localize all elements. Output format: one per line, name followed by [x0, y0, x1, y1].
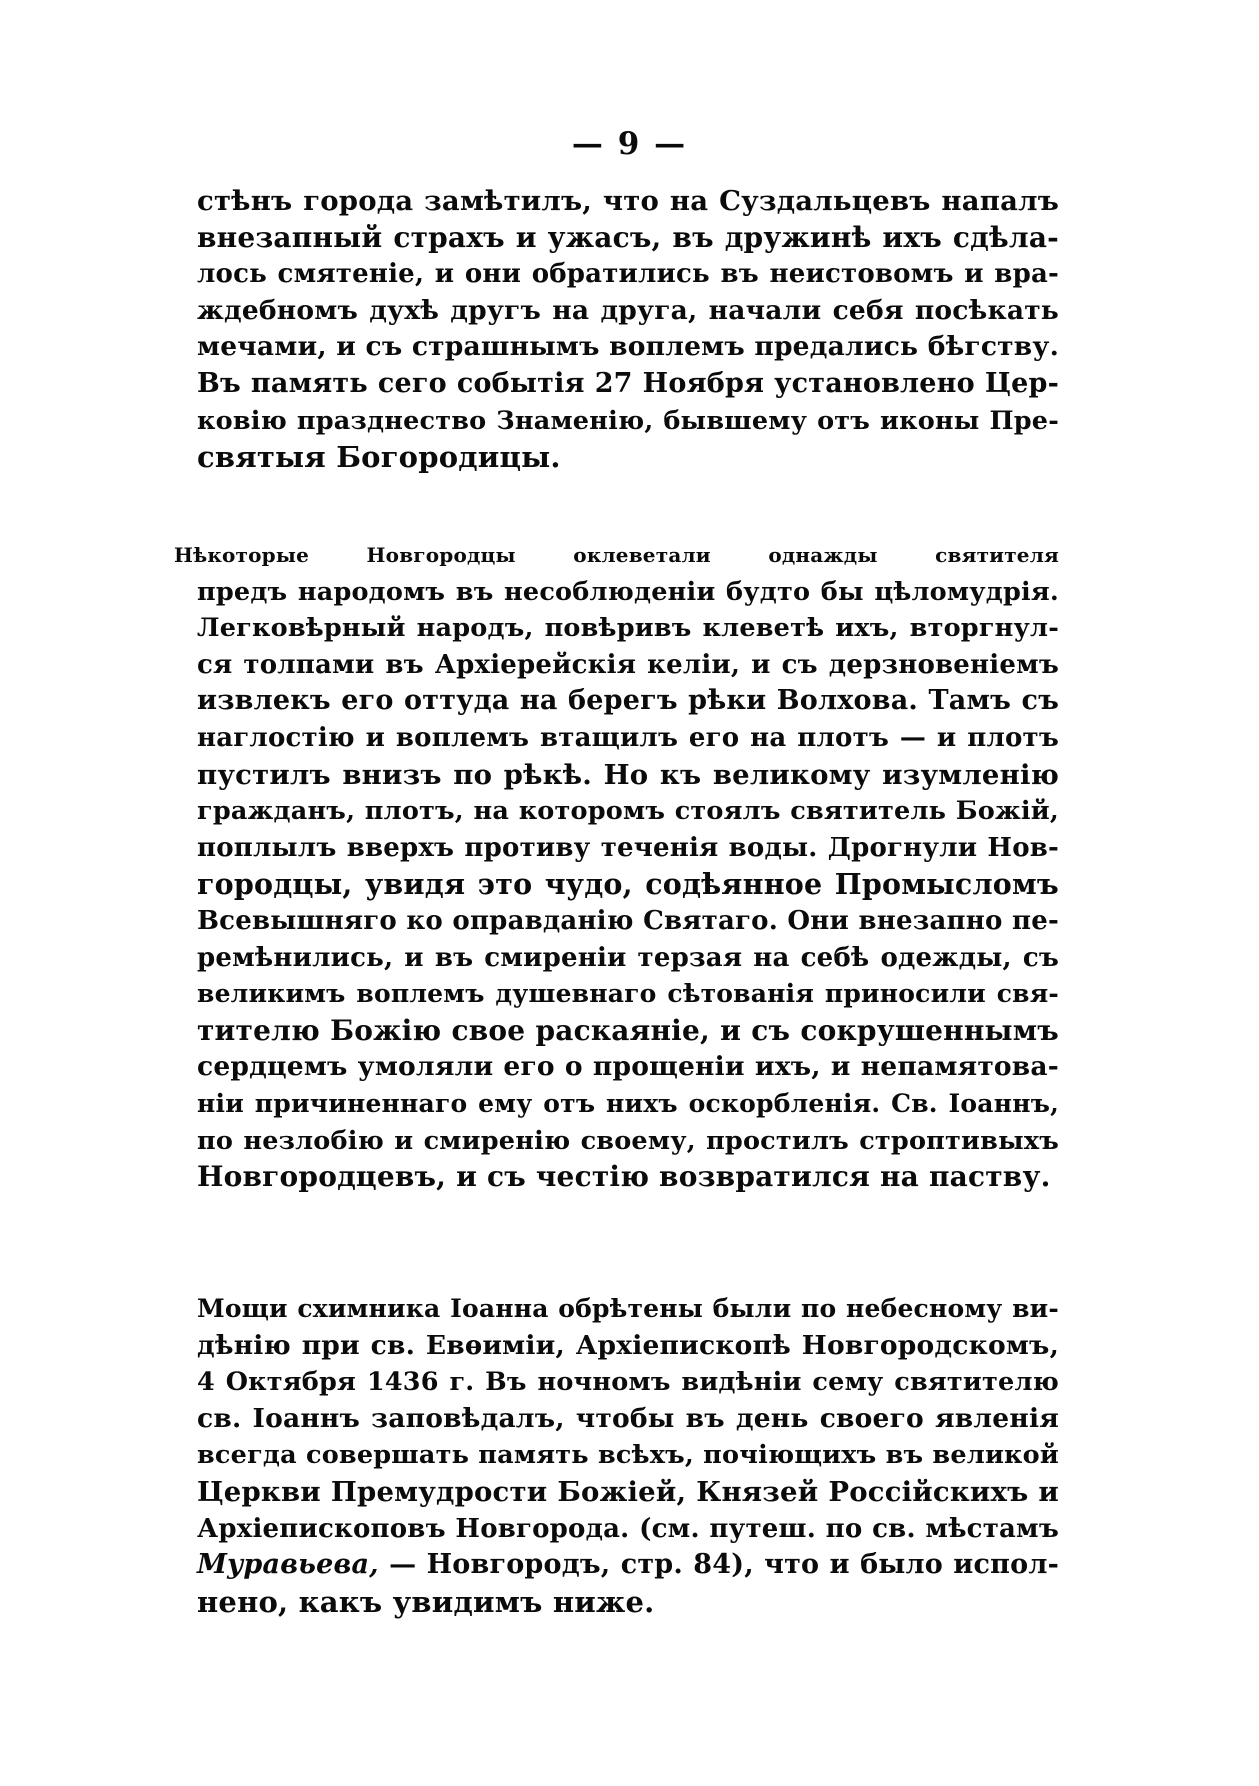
text-line: святыя Богородицы.: [197, 440, 561, 475]
text-line: предъ народомъ въ несоблюденіи будто бы цѣломудрія.: [197, 576, 1059, 607]
text-line: стѣнъ города замѣтилъ, что на Суздальцевъ напалъ: [197, 185, 1059, 217]
page-number: — 9 —: [571, 126, 688, 162]
text-line: Церкви Премудрости Божіей, Князей Россійскихъ и: [197, 1475, 1059, 1508]
text-line: св. Іоаннъ заповѣдалъ, чтобы въ день своего явленія: [197, 1402, 1059, 1434]
text-line: Мощи схимника Іоанна обрѣтены были по небесному ви-: [197, 1294, 1059, 1323]
text-line-rest: — Новгородъ, стр. 84), что и было испол-: [378, 1549, 1059, 1581]
text-line: Въ память сего событія 27 Ноября установлено Цер-: [197, 367, 1059, 399]
text-line: всегда совершать память всѣхъ, почіющихъ въ великой: [197, 1440, 1059, 1471]
text-line: поплылъ вверхъ противу теченія воды. Дрогнули Нов-: [197, 832, 1059, 863]
text-line: дѣнію при св. Евѳиміи, Архіепископѣ Новгородскомъ,: [197, 1329, 1059, 1361]
text-line: тителю Божію свое раскаяніе, и съ сокрушеннымъ: [197, 1013, 1059, 1047]
text-line: пустилъ внизъ по рѣкѣ. Но къ великому изумленію: [197, 758, 1059, 791]
text-line: Легковѣрный народъ, повѣривъ клеветѣ ихъ, вторгнул-: [197, 613, 1059, 644]
text-line: Новгородцевъ, и съ честію возвратился на паству.: [197, 1160, 1051, 1194]
text-line: нено, какъ увидимъ ниже.: [197, 1584, 655, 1619]
text-line: сердцемъ умоляли его о прощеніи ихъ, и непамятова-: [197, 1051, 1059, 1083]
text-line: внезапный страхъ и ужасъ, въ дружинѣ ихъ сдѣла-: [197, 220, 1059, 254]
text-line: по незлобію и смиренію своему, простилъ строптивыхъ: [197, 1125, 1059, 1156]
text-line-with-author: [197, 1547, 1059, 1584]
text-line: Нѣкоторые Новгородцы оклеветали однажды святителя: [174, 543, 1059, 567]
text-line: мечами, и съ страшнымъ воплемъ предались бѣгству.: [197, 331, 1059, 363]
text-line: ніи причиненнаго ему отъ нихъ оскорбленія. Св. Іоаннъ,: [197, 1088, 1059, 1118]
author-name: Муравьева,: [197, 1549, 379, 1581]
text-line: Архіепископовъ Новгорода. (см. путеш. по св. мѣстамъ: [197, 1513, 1059, 1544]
text-line: ждебномъ духѣ другъ на друга, начали себя посѣкать: [197, 294, 1059, 326]
paragraph-2: [174, 537, 1059, 1196]
text-line: ся толпами въ Архіерейскія келіи, и съ дерзновеніемъ: [197, 649, 1059, 680]
text-line: лось смятеніе, и они обратились въ неистовомъ и вра-: [197, 259, 1059, 290]
text-line: извлекъ его оттуда на берегъ рѣки Волхова. Тамъ съ: [197, 685, 1059, 717]
text-line: Всевышняго ко оправданію Святаго. Они внезапно пе-: [197, 905, 1059, 936]
text-line: великимъ воплемъ душевнаго сѣтованія приносили свя-: [197, 979, 1059, 1009]
text-line: ремѣнились, и въ смиреніи терзая на себѣ одежды, съ: [197, 942, 1059, 973]
paragraph-1: [197, 183, 1059, 476]
text-line: гражданъ, плотъ, на которомъ стоялъ святитель Божій,: [197, 796, 1059, 827]
text-line: ковію празднество Знаменію, бывшему отъ иконы Пре-: [197, 405, 1059, 436]
text-line: городцы, увидя это чудо, содѣянное Промысломъ: [197, 867, 1059, 902]
paragraph-3: [197, 1291, 1059, 1620]
text-line: наглостію и воплемъ втащилъ его на плотъ — и плотъ: [197, 722, 1059, 753]
text-line: 4 Октября 1436 г. Въ ночномъ видѣніи сему святителю: [197, 1367, 1059, 1398]
